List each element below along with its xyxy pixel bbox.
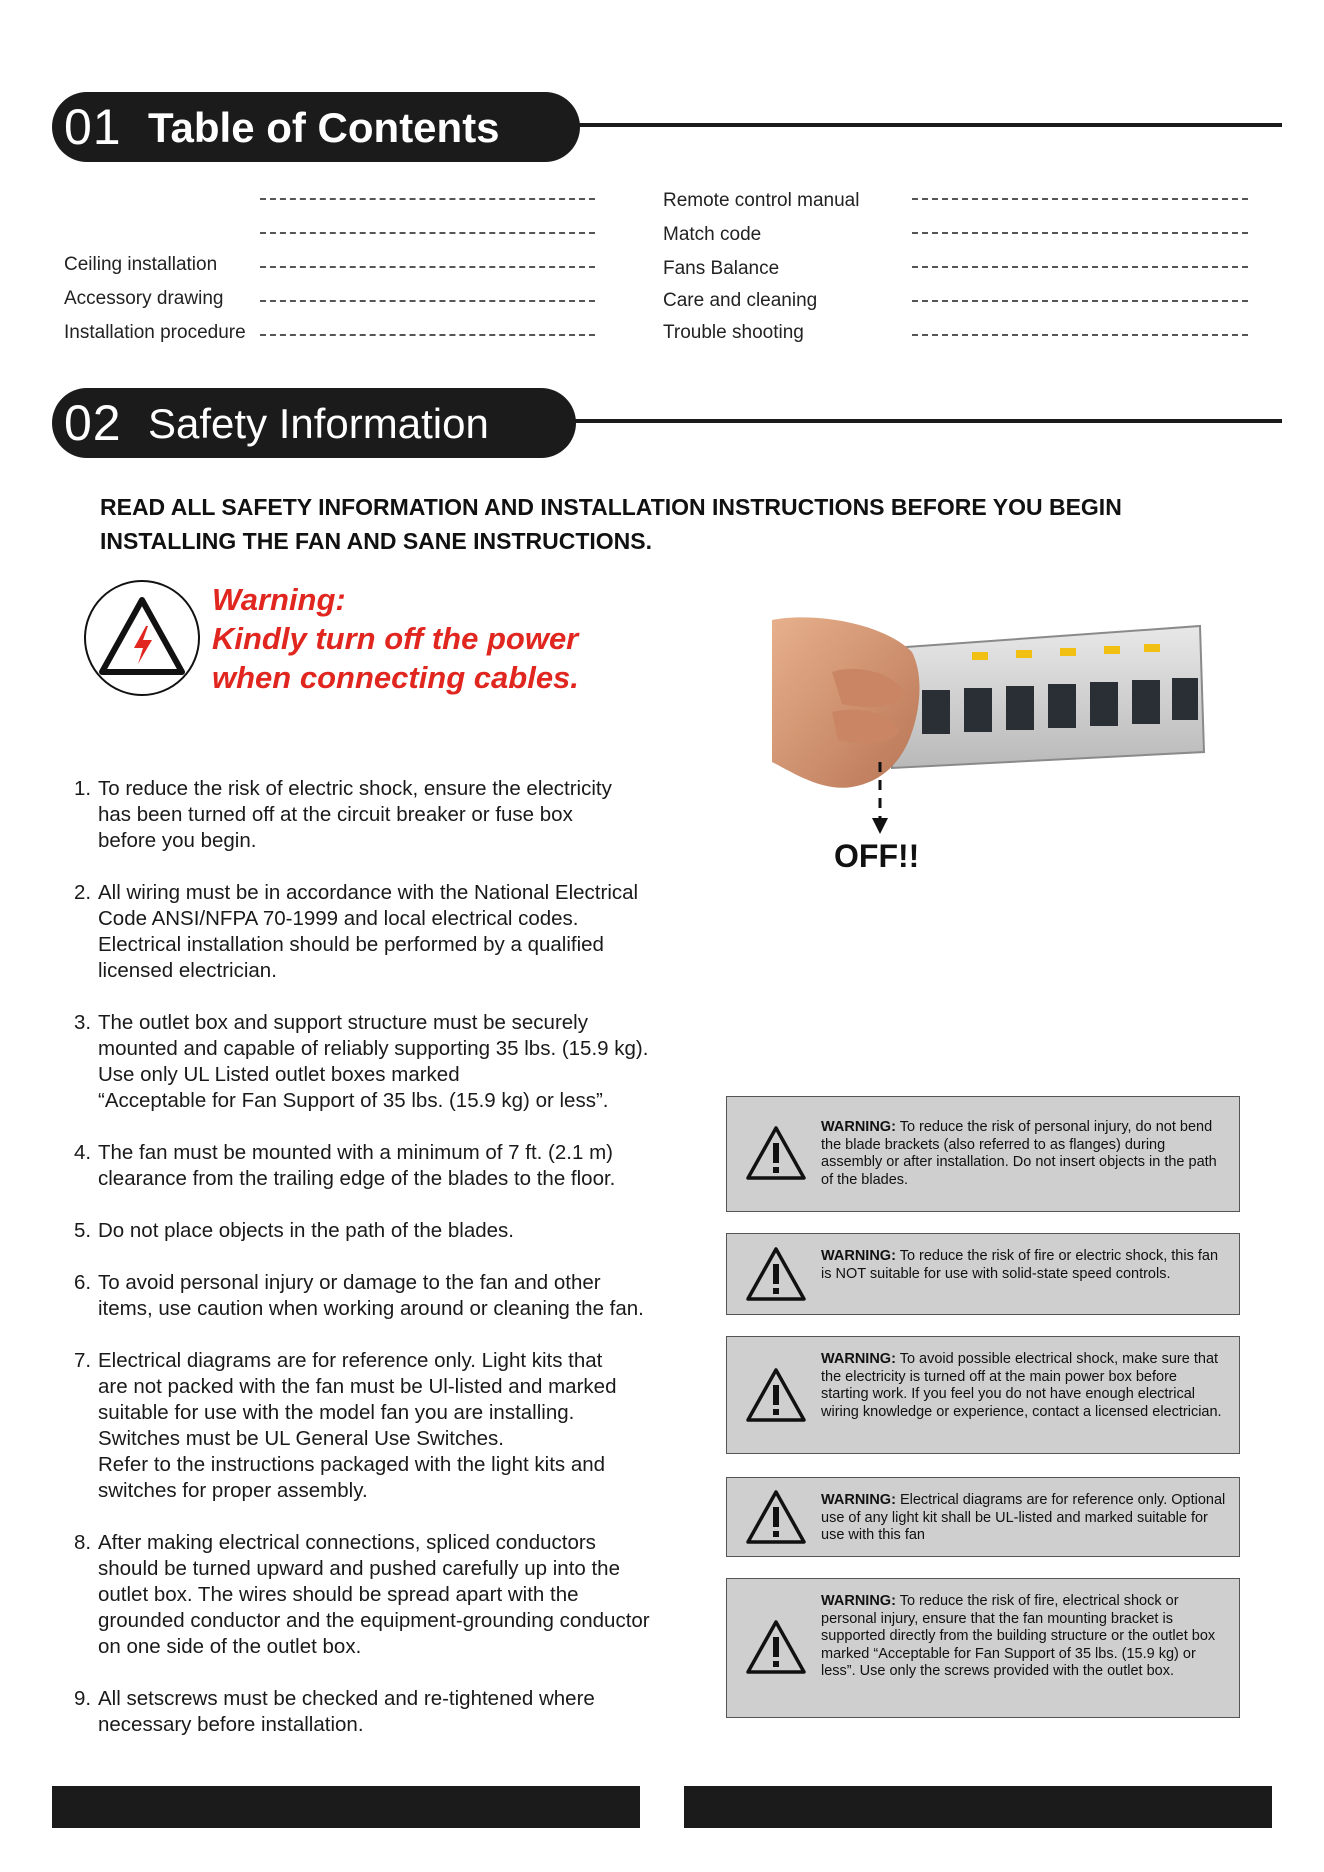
- safety-intro: READ ALL SAFETY INFORMATION AND INSTALLATION INSTRUCTIONS BEFORE YOU BEGIN INSTALLING THE FAN AND SANE INSTRUCTIONS.: [100, 494, 1122, 554]
- header-rule: [572, 123, 1282, 127]
- warning-box: [726, 1477, 1240, 1557]
- list-item: [74, 1686, 714, 1738]
- list-item: [74, 776, 714, 854]
- item-number: 2.: [74, 881, 92, 904]
- item-text: Do not place objects in the path of the blades.: [98, 1219, 514, 1242]
- circuit-breaker-photo: [772, 612, 1212, 852]
- item-text: All setscrews must be checked and re-tightened where necessary before installation.: [98, 1687, 595, 1736]
- warning-box: [726, 1578, 1240, 1718]
- item-text: Electrical diagrams are for reference only. Light kits that are not packed with the fan must be Ul-listed and marked suitable for use with the model fan you are installing. Switches must be UL General Use Switches. Refer to the instructions packaged with the light kits and switches for proper assembly.: [98, 1349, 617, 1502]
- electric-hazard-icon: [84, 580, 200, 696]
- item-number: 8.: [74, 1531, 92, 1554]
- warning-label: WARNING:: [821, 1248, 896, 1264]
- warning-body: To avoid possible electrical shock, make sure that the electricity is turned off at the main power box before starting work. If you feel you do not have enough electrical wiring knowledge or experience, contact a licensed electrician.: [821, 1351, 1222, 1420]
- list-item: [74, 1218, 714, 1244]
- warning-label: WARNING:: [821, 1119, 896, 1135]
- item-number: 9.: [74, 1687, 92, 1710]
- warning-box: [726, 1096, 1240, 1212]
- section-title: Table of Contents: [148, 104, 500, 151]
- list-item: [74, 1348, 714, 1504]
- warning-text: [821, 1248, 1227, 1283]
- toc-item[interactable]: Installation procedure: [64, 322, 246, 343]
- warning-body: To reduce the risk of fire, electrical shock or personal injury, ensure that the fan mounting bracket is supported directly from the building structure or the outlet box marked “Acceptable for Fan Support of 35 lbs. (15.9 kg) or less”. Use only the screws provided with the outlet box.: [821, 1593, 1216, 1679]
- toc-leader: [260, 198, 595, 200]
- warning-body: To reduce the risk of fire or electric shock, this fan is NOT suitable for use with solid-state speed controls.: [821, 1248, 1219, 1282]
- warning-box: [726, 1336, 1240, 1454]
- warning-label: WARNING:: [821, 1351, 896, 1367]
- warning-body: To reduce the risk of personal injury, do not bend the blade brackets (also referred to as flanges) during assembly or after installation. Do not insert objects in the path of the blades.: [821, 1119, 1217, 1188]
- toc-item[interactable]: Match code: [663, 224, 762, 245]
- warning-text: [821, 1593, 1227, 1681]
- toc-leader: [260, 334, 595, 336]
- warning-triangle-icon: [745, 1246, 807, 1302]
- item-text: To avoid personal injury or damage to the fan and other items, use caution when working around or cleaning the fan.: [98, 1271, 644, 1320]
- toc-item[interactable]: Care and cleaning: [663, 290, 818, 311]
- warning-text: [821, 1351, 1227, 1421]
- toc-leader: [912, 198, 1248, 200]
- toc-item[interactable]: Trouble shooting: [663, 322, 804, 343]
- item-text: To reduce the risk of electric shock, ensure the electricity has been turned off at the circuit breaker or fuse box before you begin.: [98, 777, 612, 852]
- list-item: [74, 1140, 714, 1192]
- power-warning: [212, 580, 672, 697]
- warning-label: WARNING:: [821, 1593, 896, 1609]
- item-number: 1.: [74, 777, 92, 800]
- power-warning-line: Kindly turn off the power: [212, 621, 579, 656]
- toc-section-header: [52, 92, 1282, 162]
- toc-leader: [260, 232, 595, 234]
- footer-bar-left: [52, 1786, 640, 1828]
- toc-item[interactable]: Accessory drawing: [64, 288, 224, 309]
- item-text: The outlet box and support structure must be securely mounted and capable of reliably supporting 35 lbs. (15.9 kg). Use only UL Listed outlet boxes marked “Acceptable for Fan Support of 35 lbs. (15.9 kg) or less”.: [98, 1011, 649, 1112]
- warning-body: Electrical diagrams are for reference only. Optional use of any light kit shall be UL-listed and marked suitable for use with this fan: [821, 1492, 1226, 1543]
- item-number: 4.: [74, 1141, 92, 1164]
- item-text: All wiring must be in accordance with the National Electrical Code ANSI/NFPA 70-1999 and local electrical codes. Electrical installation should be performed by a qualified licensed electrician.: [98, 881, 639, 982]
- toc-leader: [260, 266, 595, 268]
- toc-leader: [260, 300, 595, 302]
- item-number: 6.: [74, 1271, 92, 1294]
- list-item: [74, 1530, 714, 1660]
- safety-section-header: [52, 388, 1282, 458]
- header-rule: [568, 419, 1282, 423]
- warning-box: [726, 1233, 1240, 1315]
- warning-triangle-icon: [745, 1125, 807, 1181]
- list-item: [74, 880, 714, 984]
- off-label: OFF!!: [834, 838, 920, 874]
- warning-triangle-icon: [745, 1367, 807, 1423]
- list-item: [74, 1270, 714, 1322]
- item-number: 5.: [74, 1219, 92, 1242]
- item-number: 7.: [74, 1349, 92, 1372]
- warning-triangle-icon: [745, 1619, 807, 1675]
- item-number: 3.: [74, 1011, 92, 1034]
- footer-bar-right: [684, 1786, 1272, 1828]
- item-text: The fan must be mounted with a minimum of 7 ft. (2.1 m) clearance from the trailing edge of the blades to the floor.: [98, 1141, 616, 1190]
- toc-leader: [912, 232, 1248, 234]
- toc-item[interactable]: Remote control manual: [663, 190, 860, 211]
- section-number: 02: [64, 395, 122, 451]
- toc-leader: [912, 300, 1248, 302]
- section-title: Safety Information: [148, 400, 489, 447]
- warning-text: [821, 1119, 1227, 1189]
- toc-leader: [912, 334, 1248, 336]
- toc-item[interactable]: Ceiling installation: [64, 254, 218, 275]
- list-item: [74, 1010, 714, 1114]
- toc-item[interactable]: Fans Balance: [663, 258, 780, 279]
- warning-triangle-icon: [745, 1489, 807, 1545]
- item-text: After making electrical connections, spliced conductors should be turned upward and pushed carefully up into the outlet box. The wires should be spread apart with the grounded conductor and the equipment-grounding conductor on one side of the outlet box.: [98, 1531, 650, 1658]
- power-warning-line: when connecting cables.: [212, 660, 579, 695]
- warning-text: [821, 1492, 1227, 1545]
- warning-label: WARNING:: [821, 1492, 896, 1508]
- section-number: 01: [64, 99, 122, 155]
- power-warning-line: Warning:: [212, 582, 346, 617]
- toc-leader: [912, 266, 1248, 268]
